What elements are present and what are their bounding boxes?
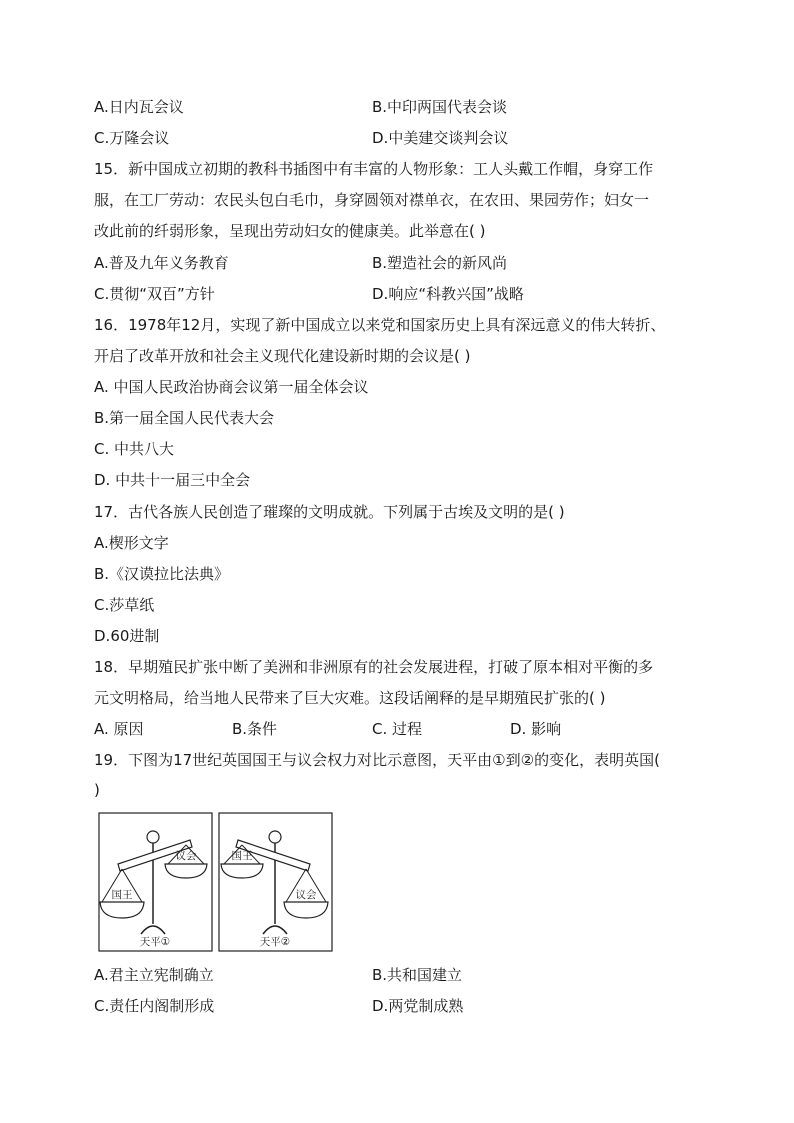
panel-2-parliament-label: 议会 <box>295 889 317 901</box>
q19-option-a: A.君主立宪制确立 <box>94 966 214 984</box>
panel-1-king-label: 国王 <box>111 889 133 901</box>
q15-option-b: B.塑造社会的新风尚 <box>372 254 508 272</box>
q16-stem-line-1: 16．1978年12月，实现了新中国成立以来党和国家历史上具有深远意义的伟大转折、 <box>94 316 666 334</box>
q19-stem-line-2: ) <box>94 781 100 799</box>
q18-option-c: C. 过程 <box>372 720 423 738</box>
balance-figure <box>98 812 334 952</box>
balance-diagram <box>98 812 334 952</box>
q15-option-d: D.响应“科教兴国”战略 <box>372 285 524 303</box>
q19-option-d: D.两党制成熟 <box>372 997 464 1015</box>
q14-option-b: B.中印两国代表会谈 <box>372 98 508 116</box>
q18-stem-line-1: 18．早期殖民扩张中断了美洲和非洲原有的社会发展进程，打破了原本相对平衡的多 <box>94 658 654 676</box>
q15-stem-line-1: 15．新中国成立初期的教科书插图中有丰富的人物形象：工人头戴工作帽，身穿工作 <box>94 160 654 178</box>
q15-stem-line-3: 改此前的纤弱形象，呈现出劳动妇女的健康美。此举意在( ) <box>94 222 486 240</box>
q18-option-a: A. 原因 <box>94 720 144 738</box>
panel-2-pivot <box>269 831 281 843</box>
q15-option-a: A.普及九年义务教育 <box>94 254 229 272</box>
q19-option-b: B.共和国建立 <box>372 966 463 984</box>
balance-panel-2 <box>219 813 332 951</box>
panel-1-parliament-label: 议会 <box>175 850 197 862</box>
panel-2-king-label: 国王 <box>231 850 253 862</box>
q16-option-a: A. 中国人民政治协商会议第一届全体会议 <box>94 378 369 396</box>
q16-stem-line-2: 开启了改革开放和社会主义现代化建设新时期的会议是( ) <box>94 347 471 365</box>
q18-option-d: D. 影响 <box>510 720 562 738</box>
q18-stem-line-2: 元文明格局，给当地人民带来了巨大灾难。这段话阐释的是早期殖民扩张的( ) <box>94 689 606 707</box>
q17-option-a: A.楔形文字 <box>94 534 169 552</box>
q14-option-c: C.万隆会议 <box>94 129 170 147</box>
panel-2-caption: 天平② <box>259 936 291 948</box>
panel-1-pivot <box>147 831 159 843</box>
q15-stem-line-2: 服，在工厂劳动：农民头包白毛巾，身穿圆领对襟单衣，在农田、果园劳作；妇女一 <box>94 191 650 209</box>
q19-option-c: C.责任内阁制形成 <box>94 997 215 1015</box>
q18-option-b: B.条件 <box>232 720 278 738</box>
balance-panel-1 <box>99 813 212 951</box>
q15-option-c: C.贯彻“双百”方针 <box>94 285 215 303</box>
q19-stem-line-1: 19．下图为17世纪英国国王与议会权力对比示意图，天平由①到②的变化，表明英国( <box>94 751 660 769</box>
q14-option-a: A.日内瓦会议 <box>94 98 184 116</box>
q16-option-c: C. 中共八大 <box>94 440 175 458</box>
panel-1-caption: 天平① <box>139 936 171 948</box>
q16-option-b: B.第一届全国人民代表大会 <box>94 409 275 427</box>
q17-stem: 17．古代各族人民创造了璀璨的文明成就。下列属于古埃及文明的是( ) <box>94 503 565 521</box>
q17-option-d: D.60进制 <box>94 627 160 645</box>
q16-option-d: D. 中共十一届三中全会 <box>94 471 251 489</box>
q17-option-b: B.《汉谟拉比法典》 <box>94 565 230 583</box>
q14-option-d: D.中美建交谈判会议 <box>372 129 509 147</box>
q17-option-c: C.莎草纸 <box>94 596 155 614</box>
